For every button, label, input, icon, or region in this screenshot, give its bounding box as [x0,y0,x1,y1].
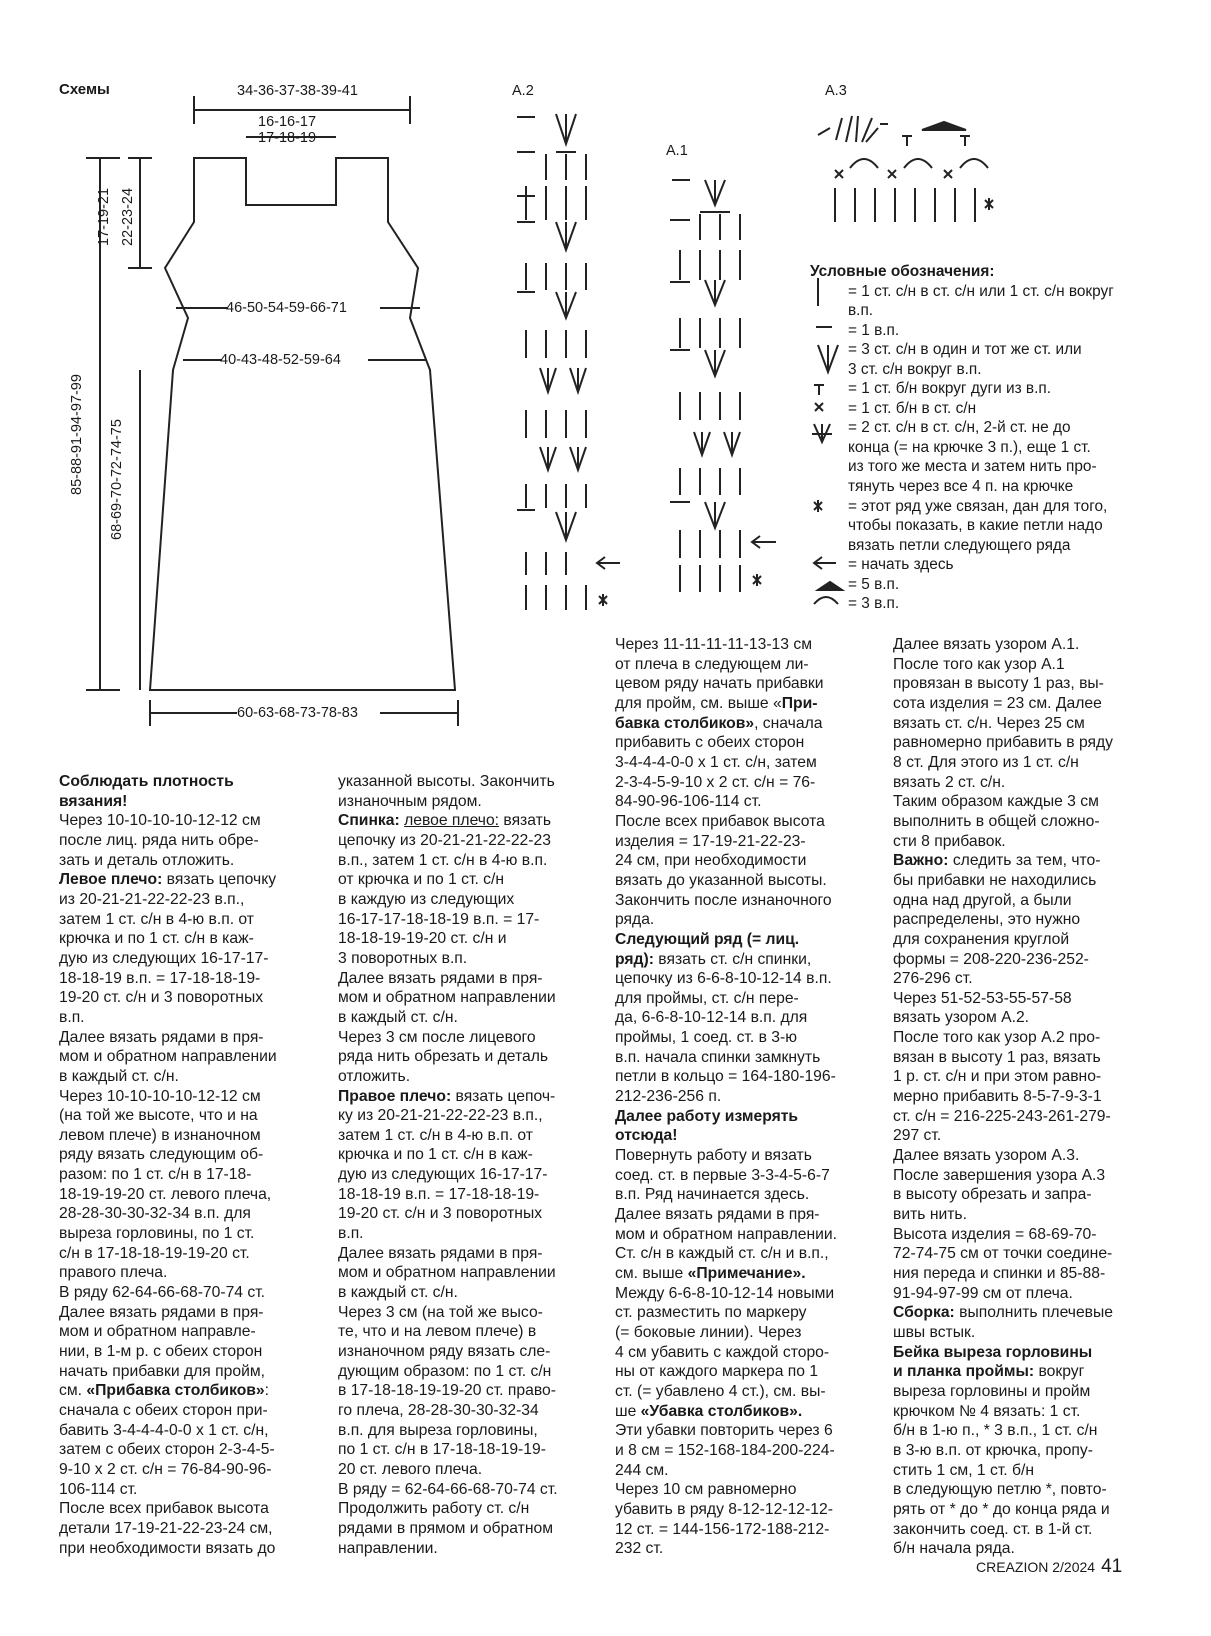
chart-a3-label: A.3 [825,83,847,99]
total-length-label: 85-88-91-94-97-99 [69,374,85,495]
legend-item [818,575,1114,595]
text-column-3 [615,635,877,1559]
col3-run: «Убавка столбиков». [640,1402,803,1420]
col3-run: Повернуть работу и вязать соед. ст. в первые 3-3-4-5-6-7 в.п. Ряд начинается здесь. Далее вязать рядами в пря- мом и обратном направлении. Ст. с/н в каждый ст. с/н и в.п., см. выше [615,1147,838,1282]
page-footer [976,1556,1122,1578]
col3-run: Следующий ряд (= лиц. ряд): [615,930,800,968]
col1-run: «Прибавка столбиков» [86,1382,265,1400]
legend-items [818,282,1114,614]
col1-run: вязать цепочку из 20-21-21-22-22-23 в.п., затем 1 ст. с/н в 4-ю в.п. от крючка и по 1 ст. с/н в каж- дую из следующих 16-17-17- 18-18-19 в.п. = 17-18-18-19- 19-20 ст. с/н и 3 поворотных в.п. Далее вязать рядами в пря- мом и обратном направлении в каждый ст. с/н. Через 10-10-10-10-12-12 см (на той же высоте, что и на левом плече) в изнаночном ряду вязать следующим об- разом: по 1 ст. с/н в 17-18- 18-19-19-20 ст. левого плеча, 28-28-30-30-32-34 в.п. для выреза горловины, по 1 ст. с/н в 17-18-18-19-19-20 ст. правого плеча. В ряду 62-64-66-68-70-74 ст. Далее вязать рядами в пря- мом и обратном направле- нии, в 1-м р. с обеих сторон начать прибавки для пройм, см. [59,871,277,1400]
col3-run: Между 6-6-8-10-12-14 новыми ст. разместить по маркеру (= боковые линии). Через 4 см убавить с каждой сторо- ны от каждого маркера по 1 ст. (= убавлено 4 ст.), см. вы- ше [615,1284,835,1420]
legend-title: Условные обозначения: [810,263,995,280]
legend-item-text: = начать здесь [848,556,954,574]
legend-item [818,282,1114,321]
legend-item [818,497,1114,556]
legend-item [818,555,1114,575]
col3-run: Эти убавки повторить через 6 и 8 см = 152-168-184-200-224- 244 см. Через 10 см равномерно убавить в ряду 8-12-12-12-12- 12 ст. = 144-156-172-188-212- 232 ст. [615,1422,835,1558]
col2-run: Спинка: [338,812,400,830]
legend-item [818,379,1114,399]
legend-item-text: = 3 в.п. [848,595,900,613]
col4-run: Бейка выреза горловины и планка проймы: [893,1343,1093,1381]
col4-run: следить за тем, что- бы прибавки не находились одна над другой, а были распределены, это нужно для сохранения круглой формы = 208-220-236-252- 276-296 ст. Через 51-52-53-55-57-58 вязать узором А.2. После того как узор А.2 про- вязан в высоту 1 раз, вязать 1 р. ст. с/н и при этом равно- мерно прибавить 8-5-7-9-3-1 ст. с/н = 216-225-243-261-279- 297 ст. Далее вязать узором А.3. После завершения узора А.3 в высоту обрезать и запра- вить нить. Высота изделия = 68-69-70- 72-74-75 см от точки соедине- ния переда и спинки и 85-88- 91-94-97-99 см от плеча. [893,852,1113,1302]
col3-run: При- бавка столбиков» [615,694,818,732]
legend-item-text: = 5 в.п. [848,575,900,593]
col3-run: , сначала прибавить с обеих сторон 3-4-4-4-0-0 х 1 ст. с/н, затем 2-3-4-5-9-10 х 2 ст. с/н = 76- 84-90-96-106-114 ст. После всех прибавок высота изделия = 17-19-21-22-23- 24 см, при необходимости вязать до указанной высоты. Закончить после изнаночного ряда. [615,714,832,929]
neck-width-label-1: 16-16-17 [258,114,317,130]
waist-label: 40-43-48-52-59-64 [220,352,341,368]
chart-a1-label: A.1 [666,143,688,159]
legend-item [818,321,1114,341]
chart-a2-label: A.2 [512,83,534,99]
col4-run: Сборка: [893,1304,955,1322]
chart-a1 [670,180,776,592]
dress-schematic [86,96,458,726]
legend-item-text: = 1 в.п. [848,321,900,339]
armhole-label-2: 22-23-24 [120,187,136,246]
legend-item-text: = 1 ст. б/н в ст. с/н [848,399,977,417]
col3-run: вязать ст. с/н спинки, цепочку из 6-6-8-10-12-14 в.п. для проймы, ст. с/н пере- да, 6-6-8-10-12-14 в.п. для проймы, 1 соед. ст. в 3-ю в.п. начала спинки замкнуть петли в кольцо = 164-180-196- 212-236-256 п. [615,950,836,1106]
page-number: 41 [1101,1556,1123,1577]
col2-run: вязать цепоч- ку из 20-21-21-22-22-23 в.п., затем 1 ст. с/н в 4-ю в.п. от крючка и по 1 ст. с/н в каж- дую из следующих 16-17-17- 18-18-19 в.п. = 17-18-18-19- 19-20 ст. с/н и 3 поворотных в.п. Далее вязать рядами в пря- мом и обратном направлении в каждый ст. с/н. Через 3 см (на той же высо- те, что и на левом плече) в изнаночном ряду вязать сле- дующим образом: по 1 ст. с/н в 17-18-18-19-19-20 ст. право- го плеча, 28-28-30-30-32-34 в.п. для выреза горловины, по 1 ст. с/н в 17-18-18-19-19- 20 ст. левого плеча. В ряду = 62-64-66-68-70-74 ст. Продолжить работу ст. с/н рядами в прямом и обратном направлении. [338,1087,558,1557]
width-top-label: 34-36-37-38-39-41 [237,83,358,99]
col3-run: Через 11-11-11-11-13-13 см от плеча в следующем ли- цевом ряду начать прибавки для пройм, см. выше « [615,636,824,712]
legend-item-text: = 1 ст. б/н вокруг дуги из в.п. [848,380,1051,398]
legend-item-text: = 2 ст. с/н в ст. с/н, 2-й ст. не до конца (= на крючке 3 п.), еще 1 ст. из того же места и затем нить про- тянуть через все 4 п. на крючке [848,419,1097,496]
col3-run: Далее работу измерять отсюда! [615,1107,799,1145]
col2-run: левое плечо: [404,812,500,830]
legend-item [818,340,1114,379]
col4-run: выполнить плечевые швы встык. [893,1304,1114,1341]
legend-item-text: = 3 ст. с/н в один и тот же ст. или 3 ст. с/н вокруг в.п. [848,341,1082,378]
col4-run: Далее вязать узором А.1. После того как узор А.1 провязан в высоту 1 раз, вы- сота изделия = 23 см. Далее вязать ст. с/н. Через 25 см равномерно прибавить в ряду 8 ст. Для этого из 1 ст. с/н вязать 2 ст. с/н. Таким образом каждые 3 см выполнить в общей сложно- сти 8 прибавок. [893,636,1114,850]
legend [810,262,1114,614]
chart-a3 [818,116,993,222]
neck-width-label-2: 17-18-19 [258,130,317,146]
legend-item-text: = этот ряд уже связан, дан для того, чтобы показать, в какие петли надо вязать петли следующего ряда [848,497,1108,554]
text-column-2 [338,772,598,1558]
legend-item [818,399,1114,419]
col2-run: вязать цепочку из 20-21-21-22-22-23 в.п., затем 1 ст. с/н в 4-ю в.п. от крючка и по 1 ст. с/н в каждую из следующих 16-17-17-18-18-19 в.п. = 17- 18-18-19-19-20 ст. с/н и 3 поворотных в.п. Далее вязать рядами в пря- мом и обратном направлении в каждый ст. с/н. Через 3 см после лицевого ряда нить обрезать и деталь отложить. [338,812,556,1085]
hem-label: 60-63-68-73-78-83 [237,705,358,721]
col2-run: Правое плечо: [338,1087,452,1105]
col1-run: Через 10-10-10-10-12-12 см после лиц. ряда нить обре- зать и деталь отложить. [59,812,261,869]
col4-run: Важно: [893,852,949,870]
magazine-name: CREAZION 2/2024 [976,1559,1096,1575]
text-column-1 [59,772,324,1558]
col1-run: Соблюдать плотность вязания! [59,773,234,810]
armhole-label-1: 17-19-21 [96,187,112,246]
col3-run: «Примечание». [687,1265,806,1282]
bust-label: 46-50-54-59-66-71 [226,300,347,316]
skirt-length-label: 68-69-70-72-74-75 [109,419,125,540]
chart-a2 [517,114,620,610]
legend-item [818,418,1114,496]
schema-title: Схемы [59,81,110,98]
legend-item [818,594,1114,614]
col4-run: вокруг выреза горловины и пройм крючком № 4 вязать: 1 ст. б/н в 1-ю п., * 3 в.п., 1 ст. с/н в 3-ю в.п. от крючка, пропу- стить 1 см, 1 ст. б/н в следующую петлю *, повто- рять от * до * до конца ряда и закончить соед. ст. в 1-й ст. б/н начала ряда. [893,1363,1110,1558]
legend-item-text: = 1 ст. с/н в ст. с/н или 1 ст. с/н вокруг в.п. [848,282,1114,320]
text-column-4 [893,635,1155,1559]
col1-run: : сначала с обеих сторон при- бавить 3-4-4-4-0-0 х 1 ст. с/н, затем с обеих сторон 2-3-4-5- 9-10 х 2 ст. с/н = 76-84-90-96- 106-114 ст. После всех прибавок высота детали 17-19-21-22-23-24 см, при необходимости вязать до [59,1382,276,1557]
col2-run: указанной высоты. Закончить изнаночным рядом. [338,773,555,810]
col1-run: Левое плечо: [59,871,163,889]
